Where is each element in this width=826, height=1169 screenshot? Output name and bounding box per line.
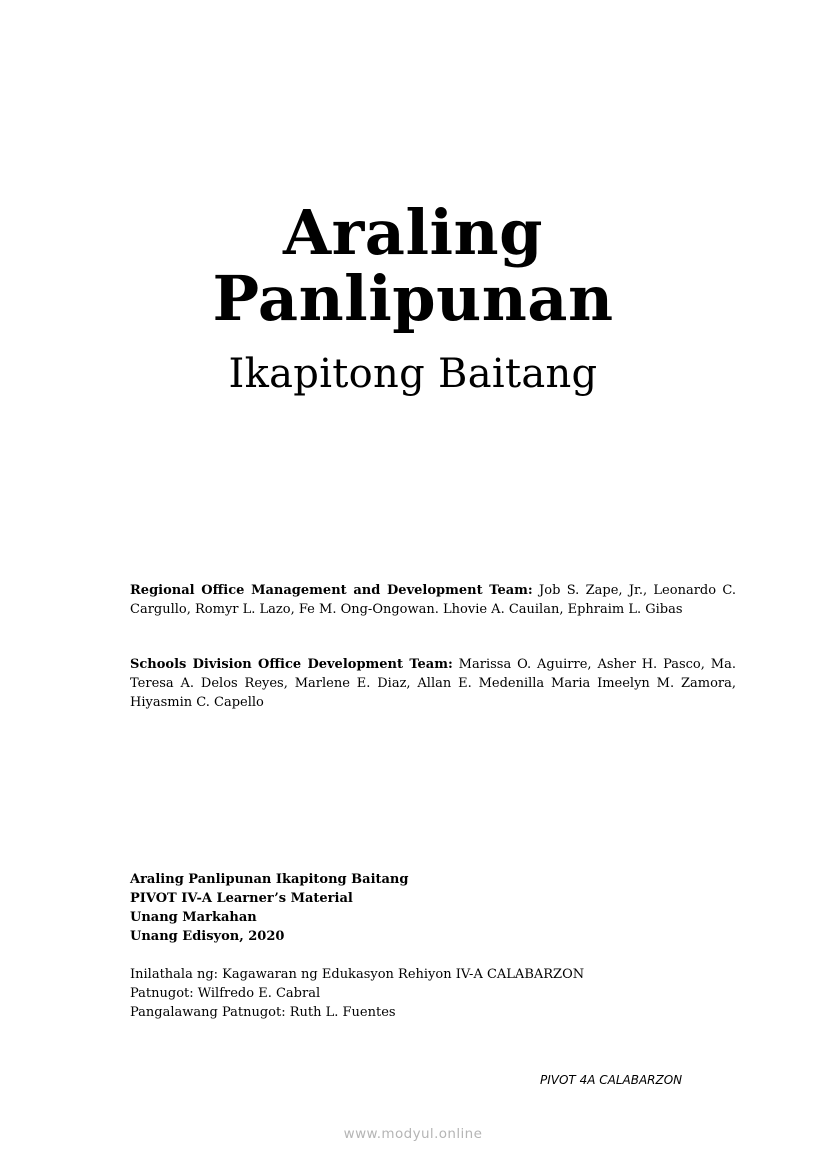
regional-team-section bbox=[130, 581, 736, 619]
division-team-section bbox=[130, 655, 736, 712]
pub-edition: Unang Edisyon, 2020 bbox=[130, 929, 285, 944]
title-block bbox=[0, 196, 826, 398]
subtitle: Ikapitong Baitang bbox=[228, 351, 598, 397]
division-team-members: Marissa O. Aguirre, Asher H. Pasco, Ma. Teresa A. Delos Reyes, Marlene E. Diaz, Allan E. Medenilla Maria Imeelyn M. Zamora, Hiyasmin C. Capello bbox=[130, 657, 736, 710]
pub-title: Araling Panlipunan Ikapitong Baitang bbox=[130, 872, 409, 887]
division-team-label: Schools Division Office Development Team: bbox=[130, 657, 453, 672]
editor-line: Patnugot: Wilfredo E. Cabral bbox=[130, 986, 321, 1001]
pub-material: PIVOT IV-A Learner’s Material bbox=[130, 891, 353, 906]
pub-quarter: Unang Markahan bbox=[130, 910, 257, 925]
footer-mark: PIVOT 4A CALABARZON bbox=[540, 1073, 683, 1087]
title-line-2: Panlipunan bbox=[212, 262, 614, 335]
publisher-line: Inilathala ng: Kagawaran ng Edukasyon Rehiyon IV-A CALABARZON bbox=[130, 967, 585, 982]
regional-team-members: Job S. Zape, Jr., Leonardo C. Cargullo, Romyr L. Lazo, Fe M. Ong-Ongowan. Lhovie A. Cauilan, Ephraim L. Gibas bbox=[130, 583, 736, 617]
publication-info bbox=[130, 870, 736, 946]
assistant-editor-line: Pangalawang Patnugot: Ruth L. Fuentes bbox=[130, 1005, 396, 1020]
publisher-info bbox=[130, 965, 736, 1022]
watermark: www.modyul.online bbox=[343, 1126, 483, 1142]
title-line-1: Araling bbox=[283, 196, 543, 269]
regional-team-label: Regional Office Management and Development Team: bbox=[130, 583, 533, 598]
